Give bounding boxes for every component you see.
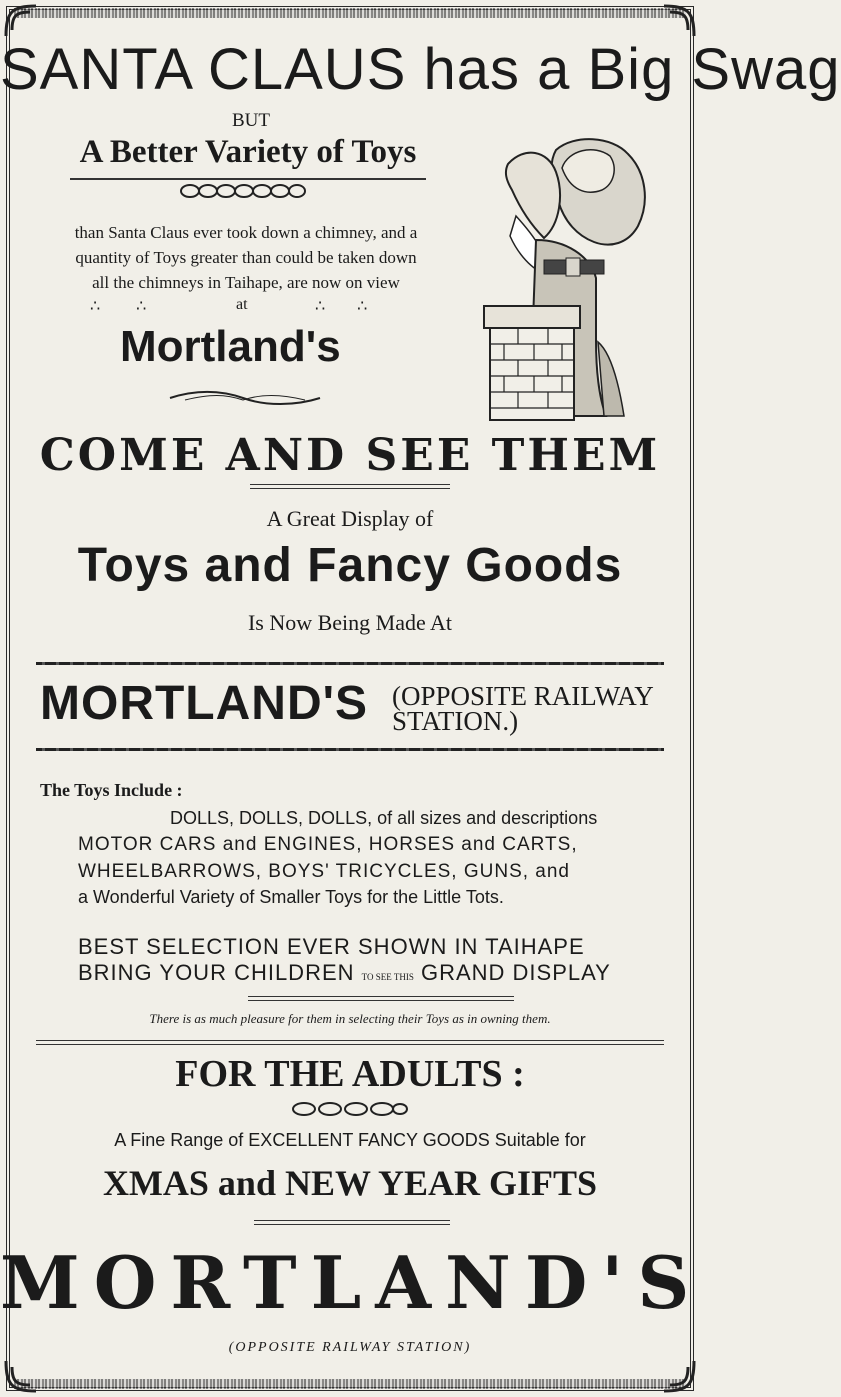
- separator-rule: [254, 1220, 450, 1221]
- display-line-3: Is Now Being Made At: [247, 610, 453, 635]
- corner-ornament-icon: [660, 2, 698, 40]
- separator-rule: [36, 1044, 664, 1045]
- toy-line: DOLLS, DOLLS, DOLLS, of all sizes and descriptions: [170, 808, 598, 828]
- toy-line: MOTOR CARS and ENGINES, HORSES and CARTS,: [78, 834, 578, 855]
- wavy-rule: [36, 662, 664, 665]
- intro-line: than Santa Claus ever took down a chimney, and a: [74, 223, 418, 242]
- corner-ornament-icon: [2, 1357, 40, 1395]
- for-adults-heading: FOR THE ADULTS :: [175, 1053, 525, 1095]
- dots-ornament: ∴ ∴: [315, 298, 368, 315]
- subhead: A Better Variety of Toys: [79, 134, 417, 170]
- display-line-2: Toys and Fancy Goods: [77, 539, 623, 592]
- chain-ornament-icon: [290, 1100, 410, 1118]
- dots-ornament: ∴ ∴: [90, 298, 147, 315]
- bring-children-part: BRING YOUR CHILDREN: [78, 960, 355, 985]
- separator-rule: [248, 996, 514, 997]
- footer-location: (OPPOSITE RAILWAY STATION): [228, 1340, 472, 1355]
- chain-ornament-icon: [178, 180, 308, 202]
- separator-rule: [250, 488, 450, 489]
- pleasure-note: There is as much pleasure for them in selecting their Toys as in owning them.: [149, 1011, 551, 1026]
- headline: SANTA CLAUS has a Big Swag: [0, 37, 841, 102]
- intro-text: [36, 220, 456, 295]
- separator-rule: [248, 1000, 514, 1001]
- location-caps: (OPPOSITE RAILWAY STATION.): [392, 681, 653, 736]
- bring-children-part: GRAND DISPLAY: [420, 960, 611, 985]
- toy-line: a Wonderful Variety of Smaller Toys for the Little Tots.: [78, 887, 504, 907]
- bottom-border-banner: [14, 1379, 686, 1389]
- store-name-caps: MORTLAND'S: [40, 677, 369, 730]
- separator-rule: [254, 1224, 450, 1225]
- bring-children-line: [78, 960, 611, 986]
- fine-range-line: A Fine Range of EXCELLENT FANCY GOODS Suitable for: [114, 1130, 586, 1150]
- at-word: at: [236, 296, 248, 313]
- flourish-ornament-icon: [165, 388, 325, 408]
- separator-rule: [36, 1040, 664, 1041]
- xmas-heading: XMAS and NEW YEAR GIFTS: [102, 1163, 598, 1203]
- best-selection-line: BEST SELECTION EVER SHOWN IN TAIHAPE: [78, 934, 585, 959]
- corner-ornament-icon: [660, 1357, 698, 1395]
- bring-children-small: TO SEE THIS: [361, 972, 414, 982]
- corner-ornament-icon: [2, 2, 40, 40]
- footer-store-name: MORTLAND'S: [0, 1240, 704, 1325]
- intro-line: all the chimneys in Taihape, are now on view: [92, 273, 400, 292]
- toys-include-label: The Toys Include :: [40, 780, 183, 800]
- store-name-script: Mortland's: [120, 322, 341, 371]
- wavy-rule: [36, 748, 664, 751]
- come-and-see-heading: COME AND SEE THEM: [39, 430, 661, 481]
- toy-line: WHEELBARROWS, BOYS' TRICYCLES, GUNS, and: [78, 861, 571, 882]
- separator-rule: [250, 484, 450, 485]
- santa-illustration: [478, 128, 668, 420]
- display-line-1: A Great Display of: [266, 506, 434, 531]
- but-word: BUT: [232, 110, 270, 131]
- top-border-banner: [14, 8, 686, 18]
- intro-line: quantity of Toys greater than could be taken down: [75, 248, 417, 267]
